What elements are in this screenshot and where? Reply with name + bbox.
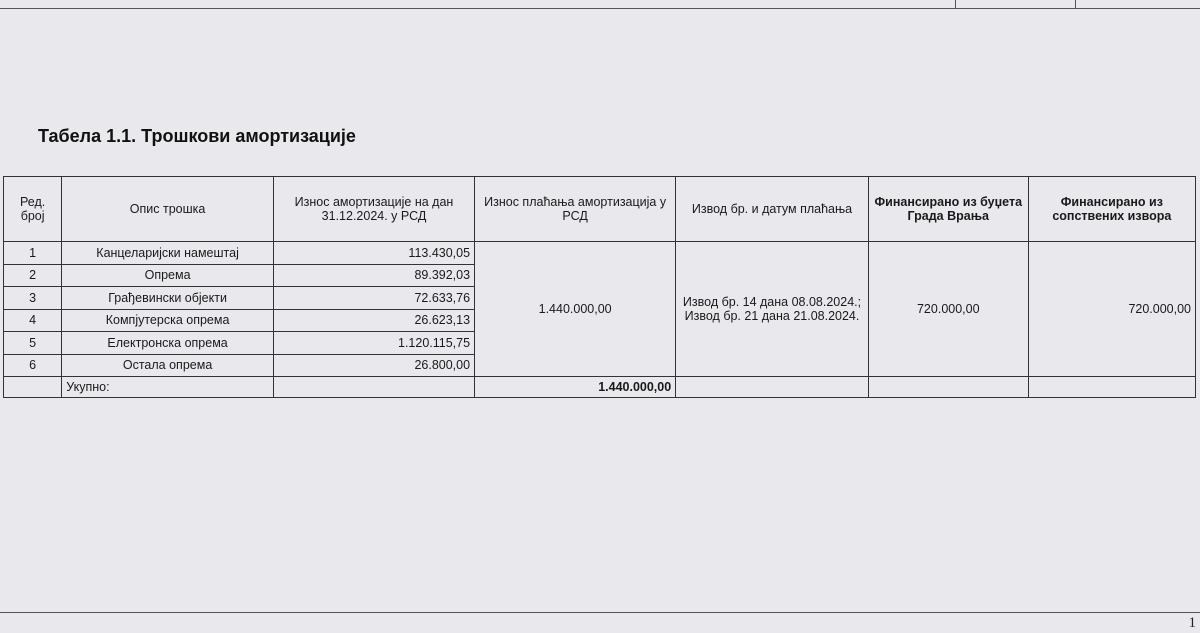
funded-city-cell: 720.000,00 [868, 242, 1028, 377]
row-number: 1 [4, 242, 62, 265]
total-row [4, 377, 1196, 398]
total-empty-cell [868, 377, 1028, 398]
row-description: Компјутерска опрема [62, 309, 274, 332]
row-amount: 89.392,03 [273, 264, 474, 287]
paid-amount-cell: 1.440.000,00 [475, 242, 676, 377]
total-empty-cell [4, 377, 62, 398]
header-statement: Извод бр. и датум плаћања [676, 177, 869, 242]
row-amount: 26.800,00 [273, 354, 474, 377]
funded-own-cell: 720.000,00 [1028, 242, 1195, 377]
header-description: Опис трошка [62, 177, 274, 242]
total-empty-cell [273, 377, 474, 398]
table-row [4, 242, 1196, 265]
row-description: Опрема [62, 264, 274, 287]
page-number: 1 [1188, 615, 1196, 631]
top-divider [955, 0, 956, 8]
total-empty-cell [1028, 377, 1195, 398]
top-rule [0, 0, 1200, 9]
header-no: Ред. број [4, 177, 62, 242]
total-empty-cell [676, 377, 869, 398]
header-funded-own: Финансирано из сопствених извора [1028, 177, 1195, 242]
header-row [4, 177, 1196, 242]
row-number: 3 [4, 287, 62, 310]
row-amount: 72.633,76 [273, 287, 474, 310]
row-amount: 113.430,05 [273, 242, 474, 265]
total-label: Укупно: [62, 377, 274, 398]
row-number: 4 [4, 309, 62, 332]
row-amount: 1.120.115,75 [273, 332, 474, 355]
table-title: Табела 1.1. Трошкови амортизације [38, 126, 356, 146]
top-divider [1075, 0, 1076, 8]
row-description: Електронска опрема [62, 332, 274, 355]
row-number: 2 [4, 264, 62, 287]
footer-rule [0, 612, 1200, 613]
total-paid-amount: 1.440.000,00 [475, 377, 676, 398]
header-amortization-amount: Износ амортизације на дан 31.12.2024. у РСД [273, 177, 474, 242]
amortization-table [3, 176, 1196, 398]
header-funded-city: Финансирано из буџета Града Врања [868, 177, 1028, 242]
header-paid-amount: Износ плаћања амортизација у РСД [475, 177, 676, 242]
row-description: Остала опрема [62, 354, 274, 377]
row-description: Грађевински објекти [62, 287, 274, 310]
row-number: 5 [4, 332, 62, 355]
row-number: 6 [4, 354, 62, 377]
row-description: Канцеларијски намештај [62, 242, 274, 265]
statement-cell: Извод бр. 14 дана 08.08.2024.; Извод бр. 21 дана 21.08.2024. [676, 242, 869, 377]
row-amount: 26.623,13 [273, 309, 474, 332]
